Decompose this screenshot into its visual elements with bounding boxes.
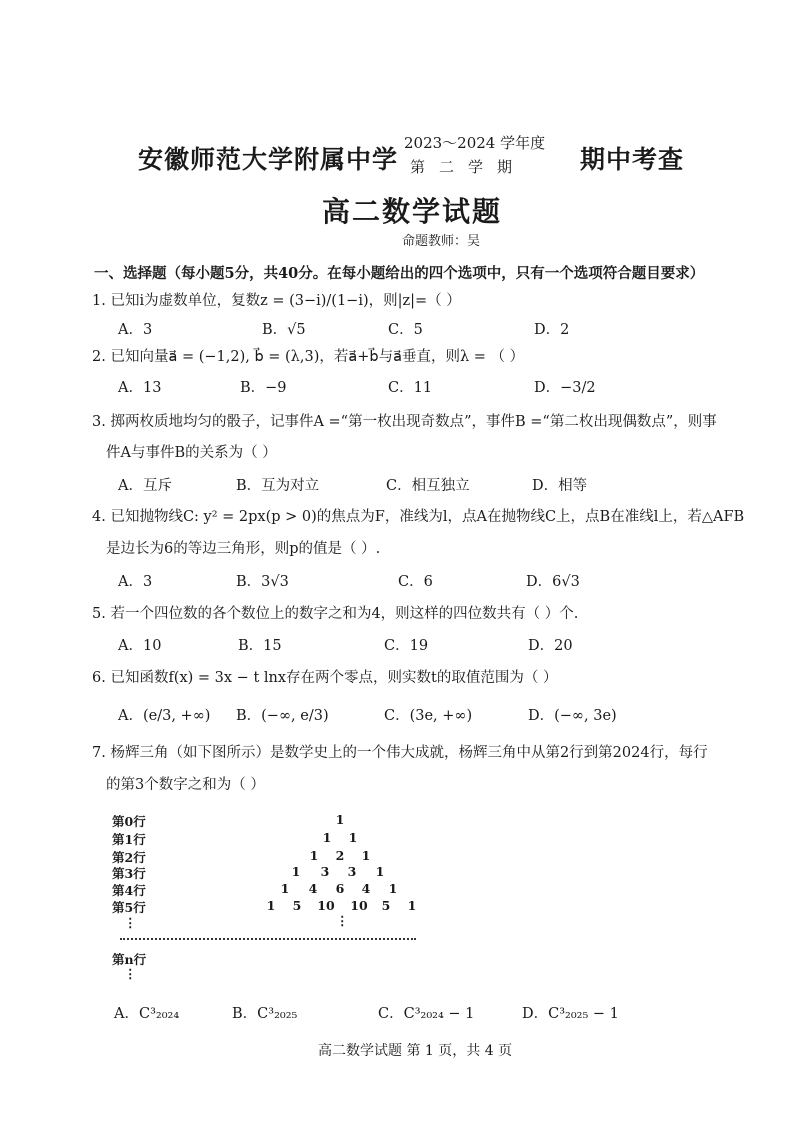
triangle-number: 1 — [361, 848, 371, 863]
exam-name: 期中考查 — [580, 145, 685, 174]
triangle-number: 1 — [322, 830, 332, 845]
triangle-number: 5 — [381, 898, 391, 913]
triangle-ellipsis: ⋮ — [124, 966, 137, 981]
q6-option-c: C．(3e, +∞) — [384, 708, 473, 724]
question-7-stem-cont: 的第3个数字之和为（ ） — [106, 777, 265, 793]
q7-option-a: A．C³₂₀₂₄ — [114, 1006, 180, 1022]
triangle-row-label: 第4行 — [112, 883, 146, 898]
question-7-stem: 7. 杨辉三角（如下图所示）是数学史上的一个伟大成就，杨辉三角中从第2行到第2024行，每行 — [92, 745, 708, 761]
question-4-stem-cont: 是边长为6的等边三角形，则p的值是（ ）. — [106, 541, 381, 557]
triangle-number: 10 — [350, 898, 368, 913]
academic-year: 2023～2024 学年度 — [404, 134, 546, 152]
q1-option-d: D．2 — [534, 322, 570, 338]
triangle-row-label: 第3行 — [112, 866, 146, 881]
q6-option-a: A．(e/3, +∞) — [118, 708, 211, 724]
triangle-number: 1 — [348, 830, 358, 845]
triangle-number: 1 — [280, 881, 290, 896]
question-6-stem: 6. 已知函数f(x) = 3x − t lnx存在两个零点，则实数t的取值范围为（ ） — [92, 670, 558, 686]
q7-option-b: B．C³₂₀₂₅ — [232, 1006, 298, 1022]
q1-option-a: A．3 — [118, 322, 153, 338]
author-line: 命题教师：吴 — [402, 234, 481, 249]
question-5-stem: 5. 若一个四位数的各个数位上的数字之和为4，则这样的四位数共有（ ）个. — [92, 606, 579, 622]
q5-option-b: B．15 — [238, 638, 282, 654]
triangle-number: 3 — [347, 864, 357, 879]
triangle-row-label: 第n行 — [112, 952, 147, 967]
triangle-row-label: 第2行 — [112, 850, 146, 865]
triangle-row-label: 第0行 — [112, 814, 146, 829]
q5-option-a: A．10 — [118, 638, 162, 654]
q5-option-c: C．19 — [384, 638, 429, 654]
q4-option-d: D．6√3 — [526, 574, 580, 590]
triangle-number: 1 — [388, 881, 398, 896]
question-3-stem-cont: 件A与事件B的关系为（ ） — [106, 445, 277, 461]
q2-option-c: C．11 — [388, 380, 433, 396]
q6-option-b: B．(−∞, e/3) — [236, 708, 329, 724]
q4-option-c: C．6 — [398, 574, 433, 590]
triangle-row-label: 第1行 — [112, 832, 146, 847]
q7-option-c: C．C³₂₀₂₄ − 1 — [378, 1006, 475, 1022]
question-1-stem: 1. 已知i为虚数单位，复数z = (3−i)/(1−i)，则|z|=（ ） — [92, 293, 461, 309]
question-3-stem: 3. 掷两枚质地均匀的骰子，记事件A =“第一枚出现奇数点”，事件B =“第二枚出现偶数点”，则事 — [92, 414, 717, 430]
school-name: 安徽师范大学附属中学 — [138, 145, 399, 174]
q3-option-b: B．互为对立 — [236, 478, 320, 494]
triangle-number: 4 — [361, 881, 371, 896]
triangle-ellipsis: ⋮ — [336, 913, 349, 928]
triangle-ellipsis: ⋮ — [124, 915, 137, 930]
page-footer: 高二数学试题 第 1 页，共 4 页 — [318, 1043, 513, 1059]
q2-option-d: D．−3/2 — [534, 380, 596, 396]
triangle-number: 10 — [317, 898, 335, 913]
question-4-stem: 4. 已知抛物线C: y² = 2px(p > 0)的焦点为F，准线为l，点A在抛物线C上，点B在准线l上，若△AFB — [92, 509, 745, 525]
triangle-number: 1 — [407, 898, 417, 913]
q1-option-c: C．5 — [388, 322, 423, 338]
triangle-number: 1 — [335, 812, 345, 827]
triangle-number: 4 — [308, 881, 318, 896]
q3-option-a: A．互斥 — [118, 478, 172, 494]
triangle-number: 1 — [375, 864, 385, 879]
q4-option-b: B．3√3 — [236, 574, 289, 590]
q5-option-d: D．20 — [528, 638, 573, 654]
q3-option-c: C．相互独立 — [386, 478, 470, 494]
triangle-number: 1 — [266, 898, 276, 913]
triangle-number: 3 — [320, 864, 330, 879]
triangle-number: 2 — [335, 848, 345, 863]
triangle-divider — [120, 938, 416, 940]
triangle-number: 6 — [335, 881, 345, 896]
triangle-row-label: 第5行 — [112, 900, 146, 915]
section-heading: 一、选择题（每小题5分，共40分。在每小题给出的四个选项中，只有一个选项符合题目要求） — [94, 265, 705, 282]
q1-option-b: B．√5 — [262, 322, 306, 338]
triangle-number: 5 — [292, 898, 302, 913]
q4-option-a: A．3 — [118, 574, 153, 590]
page-title: 高二数学试题 — [322, 195, 503, 228]
q6-option-d: D．(−∞, 3e) — [528, 708, 617, 724]
triangle-number: 1 — [309, 848, 319, 863]
q2-option-a: A．13 — [118, 380, 162, 396]
q7-option-d: D．C³₂₀₂₅ − 1 — [522, 1006, 619, 1022]
q2-option-b: B．−9 — [240, 380, 287, 396]
question-2-stem: 2. 已知向量a⃗ = (−1,2), b⃗ = (λ,3)，若a⃗+b⃗与a⃗垂直，则λ = （ ） — [92, 349, 525, 365]
semester: 第二学期 — [410, 158, 527, 176]
triangle-number: 1 — [291, 864, 301, 879]
q3-option-d: D．相等 — [532, 478, 588, 494]
